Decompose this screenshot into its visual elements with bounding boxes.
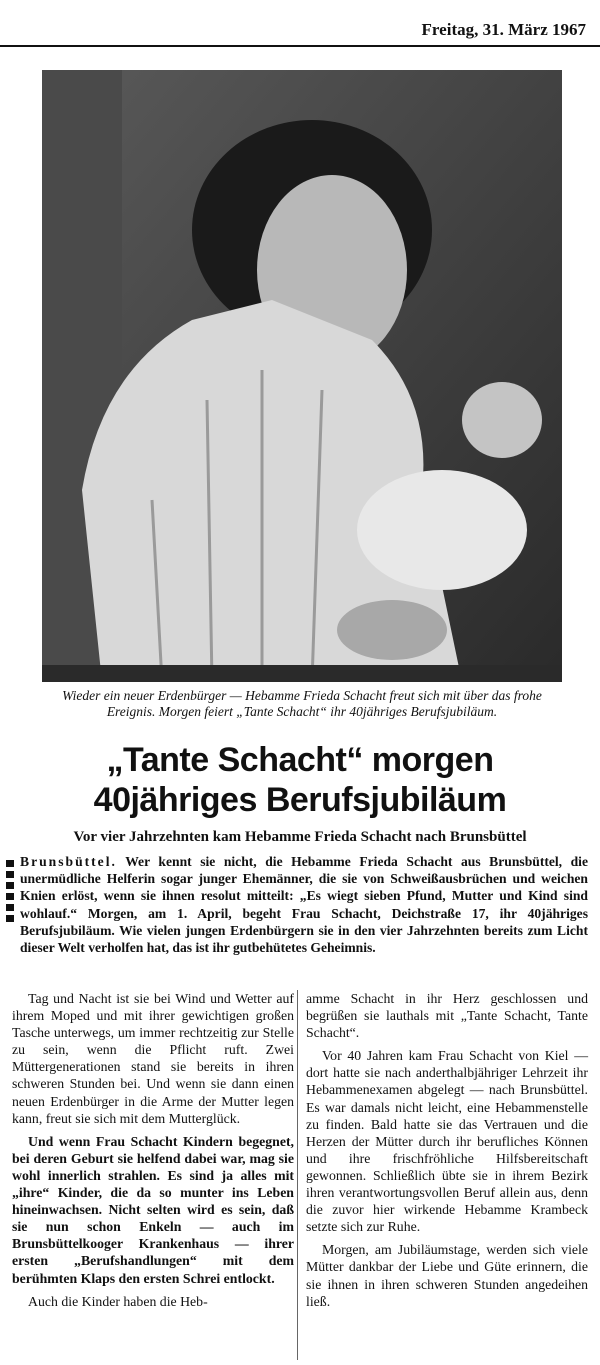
subheadline: Vor vier Jahrzehnten kam Hebamme Frieda Schacht nach Brunsbüttel bbox=[73, 829, 527, 845]
headline bbox=[0, 740, 600, 820]
paragraph: Tag und Nacht ist sie bei Wind und Wetter auf ihrem Moped und mit ihrer gewichtigen großen Tasche unterwegs, um immer rechtzeitig zur Stelle zu sein, wenn die Pflicht ruft. Zwei Müttergenerationen stand sie bereits in ihren schweren Stunden bei. Und wenn sie dann einen neuen Erdenbürger in die Arme der Mutter legen kann, freut sie sich mit dem Mutterglück. bbox=[12, 991, 294, 1126]
article-photo bbox=[42, 70, 562, 682]
headline-line-2: 40jähriges Berufsjubiläum bbox=[93, 781, 507, 819]
paragraph: amme Schacht in ihr Herz geschlossen und begrüßen sie lauthals mit „Tante Schacht, Tante Schacht“. bbox=[306, 991, 588, 1041]
headline-line-1: „Tante Schacht“ morgen bbox=[106, 741, 494, 779]
paragraph: Auch die Kinder haben die Heb- bbox=[28, 1293, 208, 1309]
lead-text: Wer kennt sie nicht, die Hebamme Frieda Schacht aus Brunsbüttel, die unermüdliche Helferin sogar junger Ehemänner, die sie von Schweißausbrüchen und weichen Knien erlöst, wenn sie ihnen resolut mitteilt: „Es wiegt sieben Pfund, Mutter und Kind sind wohlauf.“ Morgen, am 1. April, begeht Frau Schacht, Deichstraße 17, ihr 40jähriges Berufsjubiläum. Wie vielen jungen Erdenbürgern sie in den vier Jahrzehnten bereits zum Licht dieser Welt verholfen hat, das ist ihr gutbehütetes Geheimnis. bbox=[20, 854, 588, 956]
lead-paragraph bbox=[20, 853, 588, 956]
paragraph: Vor 40 Jahren kam Frau Schacht von Kiel — dort hatte sie nach anderthalbjähriger Lehrzeit ihr Hebammenexamen abgelegt — nach Brunsbüttel. Es war damals nicht leicht, eine Hebammenstelle zu finden. Bald hatte sie das Vertrauen und die Herzen der Mütter durch ihr berufliches Können und ihre frischfröhliche Hilfsbereitschaft gewonnen. Schließlich übte sie in ihrem Bezirk ihren verantwortungsvollen Beruf allein aus, denn die zuvor hier wirkende Hebamme Krambeck setzte sich zur Ruhe. bbox=[306, 1048, 588, 1235]
paragraph: Morgen, am Jubiläumstage, werden sich viele Mütter dankbar der Liebe und Güte erinnern, die sie ihnen in ihren schweren Stunden angedeihen ließ. bbox=[306, 1242, 588, 1309]
photo-caption: Wieder ein neuer Erdenbürger — Hebamme Frieda Schacht freut sich mit über das frohe Ereignis. Morgen feiert „Tante Schacht“ ihr 40jähriges Berufsjubiläum. bbox=[62, 688, 542, 719]
photo-midwife-with-baby bbox=[42, 70, 562, 682]
lead-place: Brunsbüttel. bbox=[20, 854, 117, 869]
column-left bbox=[12, 990, 294, 1310]
paragraph-bold: Und wenn Frau Schacht Kindern begegnet, bei deren Geburt sie helfend dabei war, mag sie wohl innerlich strahlen. Es sind ja alles mit „ihre“ Kinder, die da so munter ins Leben hineinwachsen. Nicht selten wird es sein, daß sie nun schon Enkeln — auch im Brunsbüttelkooger Krankenhaus — ihrer ersten „Berufshandlungen“ mit dem berühmten Klaps den ersten Schrei entlockt. bbox=[12, 1133, 294, 1286]
column-right bbox=[306, 990, 588, 1310]
column-divider bbox=[297, 990, 298, 1360]
dateline: Freitag, 31. März 1967 bbox=[421, 20, 586, 39]
header-rule bbox=[0, 45, 600, 47]
lead-marker bbox=[6, 860, 14, 926]
